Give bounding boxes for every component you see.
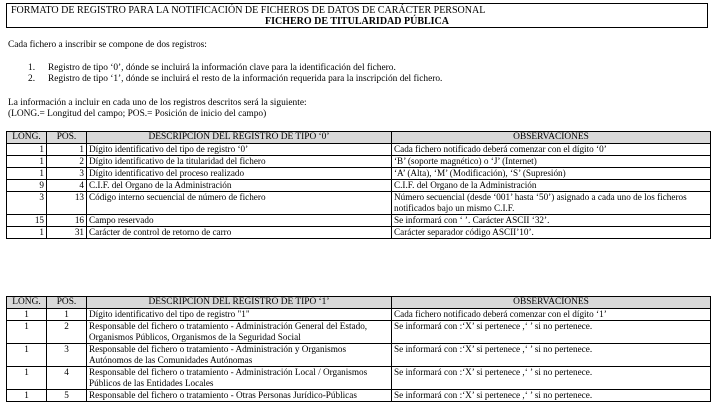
observations-cell: Se informará con :‘X’ si pertenece ,‘ ’ si no pertenece. xyxy=(392,390,711,402)
description-cell: Dígito identificativo del tipo de registro ‘0’ xyxy=(87,144,392,156)
description-cell: Responsable del fichero o tratamiento - Administración General del Estado, Organismos Públicos, Organismos de la Seguridad Social xyxy=(87,321,392,344)
description-cell: Responsable del fichero o tratamiento - Otras Personas Jurídico-Públicas xyxy=(87,390,392,402)
table-row xyxy=(7,156,711,168)
document-title: FORMATO DE REGISTRO PARA LA NOTIFICACIÓN DE FICHEROS DE DATOS DE CARÁCTER PERSONAL xyxy=(11,5,486,16)
observations-cell: Se informará con :‘X’ si pertenece ,‘ ’ si no pertenece. xyxy=(392,344,711,367)
description-cell: Responsable del fichero o tratamiento - Administración Local / Organismos Públicos de las Entidades Locales xyxy=(87,367,392,390)
description-cell: Carácter de control de retorno de carro xyxy=(87,227,392,239)
description-cell: Código interno secuencial de número de fichero xyxy=(87,192,392,215)
long-cell: 1 xyxy=(7,144,47,156)
column-header: OBSERVACIONES xyxy=(392,297,711,309)
pos-cell: 13 xyxy=(47,192,87,215)
observations-cell: Se informará con :‘X’ si pertenece ,‘ ’ si no pertenece. xyxy=(392,321,711,344)
long-cell: 1 xyxy=(7,367,47,390)
description-cell: Dígito identificativo del tipo de registro "1" xyxy=(87,309,392,321)
table-row xyxy=(7,390,711,402)
register-type-1-table xyxy=(6,296,711,402)
long-cell: 1 xyxy=(7,156,47,168)
list-item-number: 1. xyxy=(28,63,36,73)
observations-cell: Número secuencial (desde ‘001’ hasta ‘50’) asignado a cada uno de los ficheros notificados bajo un mismo C.I.F. xyxy=(392,192,711,215)
table-row xyxy=(7,144,711,156)
column-header: OBSERVACIONES xyxy=(392,132,711,144)
description-cell: Campo reservado xyxy=(87,215,392,227)
document-subtitle: FICHERO DE TITULARIDAD PÚBLICA xyxy=(264,16,449,27)
long-cell: 1 xyxy=(7,321,47,344)
column-header: LONG. xyxy=(7,297,47,309)
pos-cell: 16 xyxy=(47,215,87,227)
pos-cell: 2 xyxy=(47,156,87,168)
legend-text: (LONG.= Longitud del campo; POS.= Posición de inicio del campo) xyxy=(8,109,267,119)
pos-cell: 1 xyxy=(47,144,87,156)
pos-cell: 1 xyxy=(47,309,87,321)
table-row xyxy=(7,192,711,215)
description-cell: C.I.F. del Organo de la Administración xyxy=(87,180,392,192)
pos-cell: 5 xyxy=(47,390,87,402)
document-title-box xyxy=(6,3,708,28)
long-cell: 3 xyxy=(7,192,47,215)
observations-cell: C.I.F. del Organo de la Administración xyxy=(392,180,711,192)
observations-cell: ‘A’ (Alta), ‘M’ (Modificación), ‘S’ (Supresión) xyxy=(392,168,711,180)
observations-cell: Cada fichero notificado deberá comenzar con el dígito ‘1’ xyxy=(392,309,711,321)
long-cell: 1 xyxy=(7,309,47,321)
column-header: DESCRIPCIÓN DEL REGISTRO DE TIPO ‘0’ xyxy=(87,132,392,144)
observations-cell: Carácter separador código ASCII’10’. xyxy=(392,227,711,239)
list-item-text: Registro de tipo ‘0’, dónde se incluirá la información clave para la identificación del fichero. xyxy=(48,63,396,73)
table-row xyxy=(7,367,711,390)
list-item-text: Registro de tipo ‘1’, dónde se incluirá el resto de la información requerida para la inscripción del fichero. xyxy=(48,74,443,84)
info-text: La información a incluir en cada uno de los registros descritos será la siguiente: xyxy=(8,98,307,108)
pos-cell: 3 xyxy=(47,168,87,180)
table-row xyxy=(7,215,711,227)
table-row xyxy=(7,180,711,192)
table-row xyxy=(7,168,711,180)
observations-cell: Se informará con ‘ ’. Carácter ASCII ‘32’. xyxy=(392,215,711,227)
long-cell: 15 xyxy=(7,215,47,227)
long-cell: 1 xyxy=(7,390,47,402)
long-cell: 9 xyxy=(7,180,47,192)
intro-text: Cada fichero a inscribir se compone de dos registros: xyxy=(8,40,207,50)
register-type-0-table xyxy=(6,131,711,239)
description-cell: Responsable del fichero o tratamiento - Administración y Organismos Autónomos de las Comunidades Autónomas xyxy=(87,344,392,367)
pos-cell: 31 xyxy=(47,227,87,239)
description-cell: Dígito identificativo de la titularidad del fichero xyxy=(87,156,392,168)
description-cell: Dígito identificativo del proceso realizado xyxy=(87,168,392,180)
observations-cell: Cada fichero notificado deberá comenzar con el dígito ‘0’ xyxy=(392,144,711,156)
long-cell: 1 xyxy=(7,168,47,180)
column-header: POS. xyxy=(47,297,87,309)
pos-cell: 4 xyxy=(47,180,87,192)
table-row xyxy=(7,227,711,239)
column-header: DESCRIPCIÓN DEL REGISTRO DE TIPO ‘1’ xyxy=(87,297,392,309)
table-row xyxy=(7,344,711,367)
pos-cell: 2 xyxy=(47,321,87,344)
table-row xyxy=(7,321,711,344)
long-cell: 1 xyxy=(7,344,47,367)
observations-cell: Se informará con :‘X’ si pertenece ,‘ ’ si no pertenece. xyxy=(392,367,711,390)
observations-cell: ‘B’ (soporte magnético) o ‘J’ (Internet) xyxy=(392,156,711,168)
table-header-row xyxy=(7,297,711,309)
column-header: POS. xyxy=(47,132,87,144)
pos-cell: 4 xyxy=(47,367,87,390)
long-cell: 1 xyxy=(7,227,47,239)
table-row xyxy=(7,309,711,321)
pos-cell: 3 xyxy=(47,344,87,367)
table-header-row xyxy=(7,132,711,144)
column-header: LONG. xyxy=(7,132,47,144)
list-item-number: 2. xyxy=(28,74,36,84)
